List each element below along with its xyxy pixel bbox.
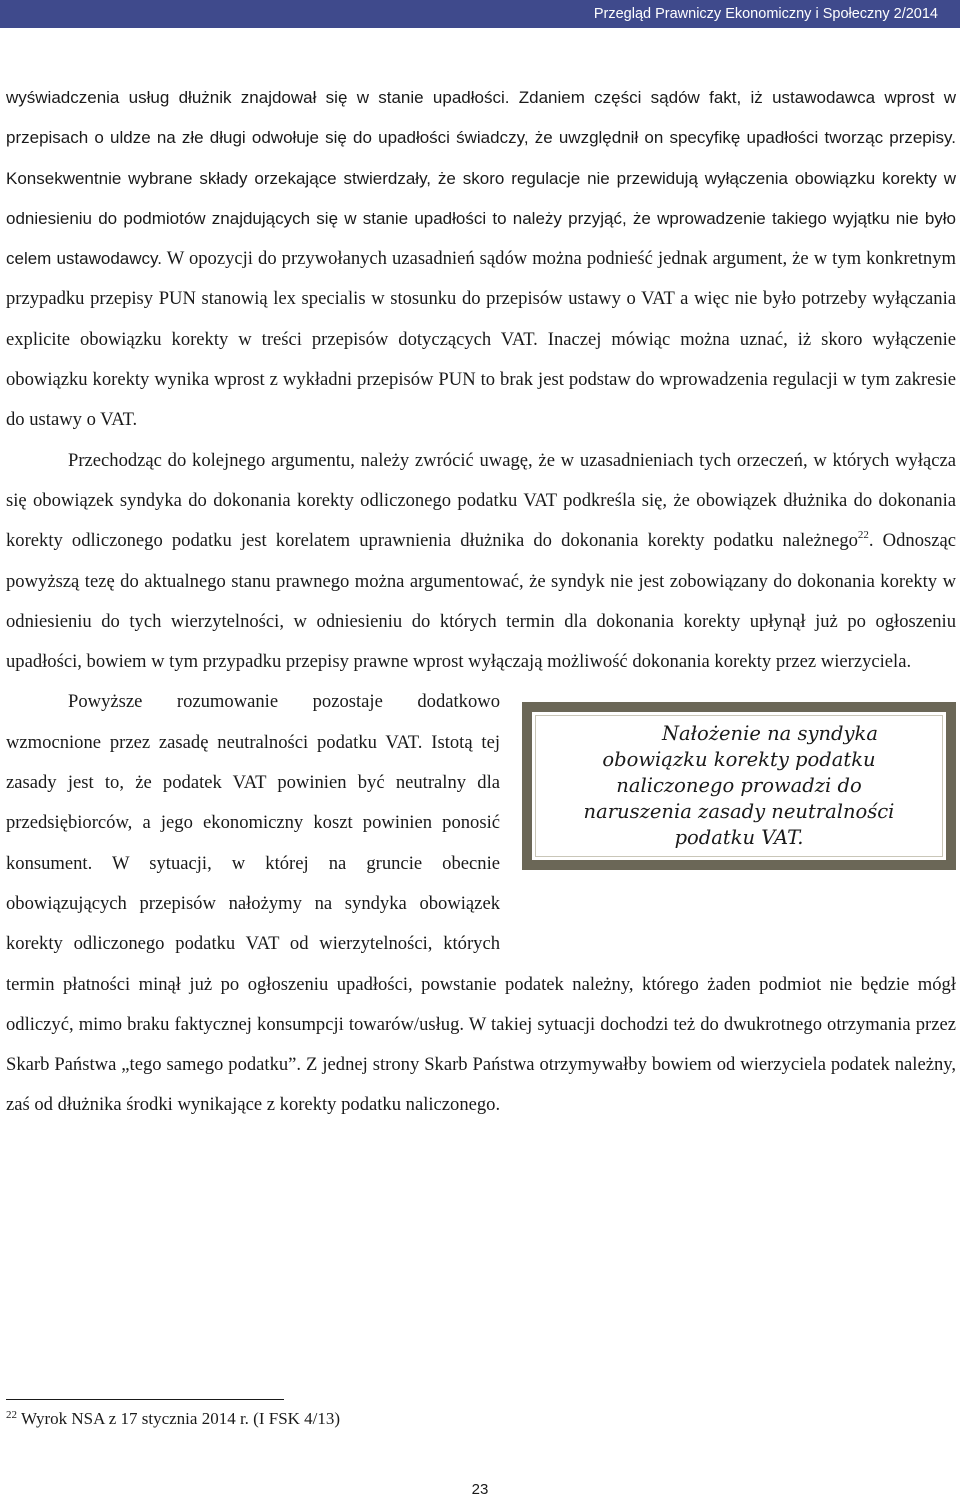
paragraph-2-part-a: Przechodząc do kolejnego argumentu, należy zwrócić uwagę, że w uzasadnieniach tych orzeczeń, w których wyłącza się obowiązek syndyka do dokonania korekty odliczonego podatku VAT podkreśla się, że obowiązek dłużnika do dokonania korekty odliczonego podatku jest korelatem uprawnienia dłużnika do dokonania korekty podatku należnego xyxy=(6,449,956,552)
paragraph-1-part-a: wyświadczenia usług dłużnik znajdował się w stanie upadłości. Zdaniem części sądów fakt, iż ustawodawca wprost w przepisach o uldze na złe długi odwołuje się do upadłości świadczy, że uwzględnił on specyfikę upadłości tworząc przepisy. Konsekwentnie wybrane składy orzekające stwierdzały, że skoro regulacje nie przewidują wyłączenia obowiązku korekty w odniesieniu do podmiotów znajdujących się w stanie upadłości to należy przyjąć, że wprowadzenie takiego wyjątku nie było celem ustawodawcy. xyxy=(6,88,956,269)
callout-text: Nałożenie na syndyka obowiązku korekty podatku naliczonego prowadzi do naruszenia zasady neutralności podatku VAT. xyxy=(583,722,895,850)
journal-title: Przegląd Prawniczy Ekonomiczny i Społeczny 2/2014 xyxy=(593,6,938,22)
page-number: 23 xyxy=(471,1481,489,1498)
paragraph-3-text: Powyższe rozumowanie pozostaje dodatkowo wzmocnione przez zasadę neutralności podatku VAT. Istotą tej zasady jest to, że podatek VAT powinien być neutralny dla przedsiębiorców, a jego ekonomiczny koszt powinien ponosić konsument. W sytuacji, w której na gruncie obecnie obowiązujących przepisów nałożymy na syndyka obowiązek korekty odliczonego podatku VAT od wierzytelności, których termin płatności minął już po ogłoszeniu upadłości, powstanie podatek należny, którego żaden podmiot nie będzie mógł odliczyć, mimo braku faktycznej konsumpcji towarów/usług. W takiej sytuacji dochodzi też do dwukrotnego otrzymania przez Skarb Państwa „tego samego podatku”. Z jednej strony Skarb Państwa otrzymywałby bowiem od wierzyciela podatek należny, zaś od dłużnika środki wynikające z korekty podatku naliczonego. xyxy=(6,691,956,1116)
article-body xyxy=(6,78,956,1126)
footnote-number: 22 xyxy=(6,1409,17,1421)
paragraph-1-part-b: W opozycji do przywołanych uzasadnień sądów można podnieść jednak argument, że w tym konkretnym przypadku przepisy PUN stanowią lex specialis w stosunku do przepisów ustawy o VAT a więc nie było potrzeby wyłączania explicite obowiązku korekty w treści przepisów dotyczących VAT. Inaczej mówiąc można uznać, iż skoro wyłączenie obowiązku korekty wynika wprost z wykładni przepisów PUN to brak jest podstaw do wprowadzenia regulacji w tym zakresie do ustawy o VAT. xyxy=(6,248,956,431)
callout-box xyxy=(522,702,956,870)
paragraph-2 xyxy=(6,441,956,683)
footnote-reference[interactable]: 22 xyxy=(857,529,869,542)
paragraph-2-part-b: . Odnosząc powyższą tezę do aktualnego stanu prawnego można argumentować, że syndyk nie jest zobowiązany do dokonania korekty w odniesieniu do tych wierzytelności, w odniesieniu do których termin dla dokonania korekty upłynął już po ogłoszeniu upadłości, bowiem w tym przypadku przepisy prawne wprost wyłączają możliwość dokonania korekty przez wierzyciela. xyxy=(6,530,956,673)
footnote-text: Wyrok NSA z 17 stycznia 2014 r. (I FSK 4/13) xyxy=(17,1409,341,1428)
paragraph-3 xyxy=(6,682,956,1125)
journal-header xyxy=(0,0,960,28)
footnote-divider xyxy=(6,1399,284,1400)
footnote xyxy=(6,1408,340,1430)
paragraph-1 xyxy=(6,78,956,441)
callout-wrapper xyxy=(522,702,956,942)
